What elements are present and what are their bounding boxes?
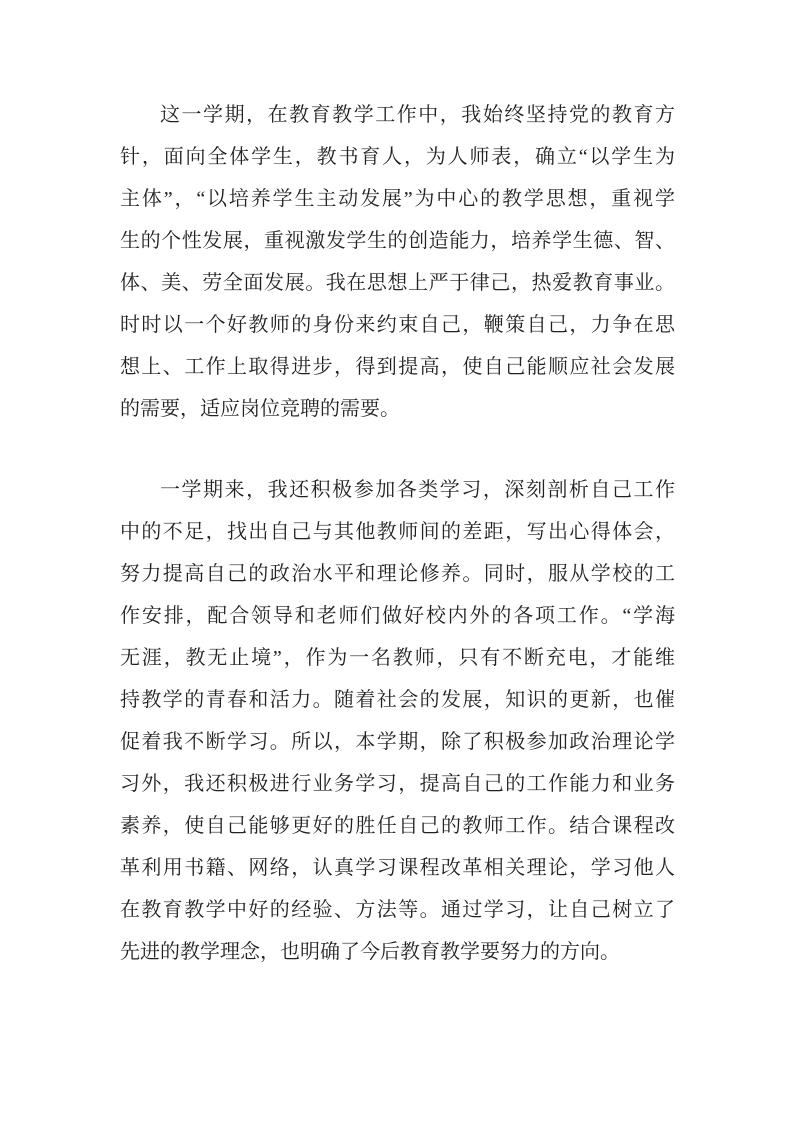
text-line: 的需要，适应岗位竞聘的需要。 [120, 398, 400, 420]
text-line: 革利用书籍、网络，认真学习课程改革相关理论，学习他人 [120, 857, 675, 879]
text-line: 素养，使自己能够更好的胜任自己的教师工作。结合课程改 [120, 815, 675, 837]
paragraph [120, 469, 675, 973]
text-line: 先进的教学理念，也明确了今后教育教学要努力的方向。 [120, 941, 620, 963]
text-line: 体、美、劳全面发展。我在思想上严于律己，热爱教育事业。 [120, 272, 675, 294]
text-line: 习外，我还积极进行业务学习，提高自己的工作能力和业务 [120, 773, 675, 795]
paragraph [120, 94, 675, 430]
text-line: 促着我不断学习。所以，本学期，除了积极参加政治理论学 [120, 731, 675, 753]
text-line: 针，面向全体学生，教书育人，为人师表，确立“以学生为 [120, 146, 675, 168]
text-line: 持教学的青春和活力。随着社会的发展，知识的更新，也催 [120, 689, 675, 711]
text-line: 这一学期，在教育教学工作中，我始终坚持党的教育方 [160, 104, 675, 126]
text-line: 时时以一个好教师的身份来约束自己，鞭策自己，力争在思 [120, 314, 675, 336]
text-line: 在教育教学中好的经验、方法等。通过学习，让自己树立了 [120, 899, 675, 921]
text-line: 中的不足，找出自己与其他教师间的差距，写出心得体会， [120, 521, 675, 543]
text-line: 想上、工作上取得进步，得到提高，使自己能顺应社会发展 [120, 356, 675, 378]
text-line: 生的个性发展，重视激发学生的创造能力，培养学生德、智、 [120, 230, 675, 252]
document-body [120, 94, 675, 973]
text-line: 主体”，“以培养学生主动发展”为中心的教学思想，重视学 [120, 188, 675, 210]
text-line: 作安排，配合领导和老师们做好校内外的各项工作。“学海 [120, 605, 675, 627]
text-line: 努力提高自己的政治水平和理论修养。同时，服从学校的工 [120, 563, 675, 585]
text-line: 无涯，教无止境”，作为一名教师，只有不断充电，才能维 [120, 647, 675, 669]
text-line: 一学期来，我还积极参加各类学习，深刻剖析自己工作 [160, 479, 675, 501]
